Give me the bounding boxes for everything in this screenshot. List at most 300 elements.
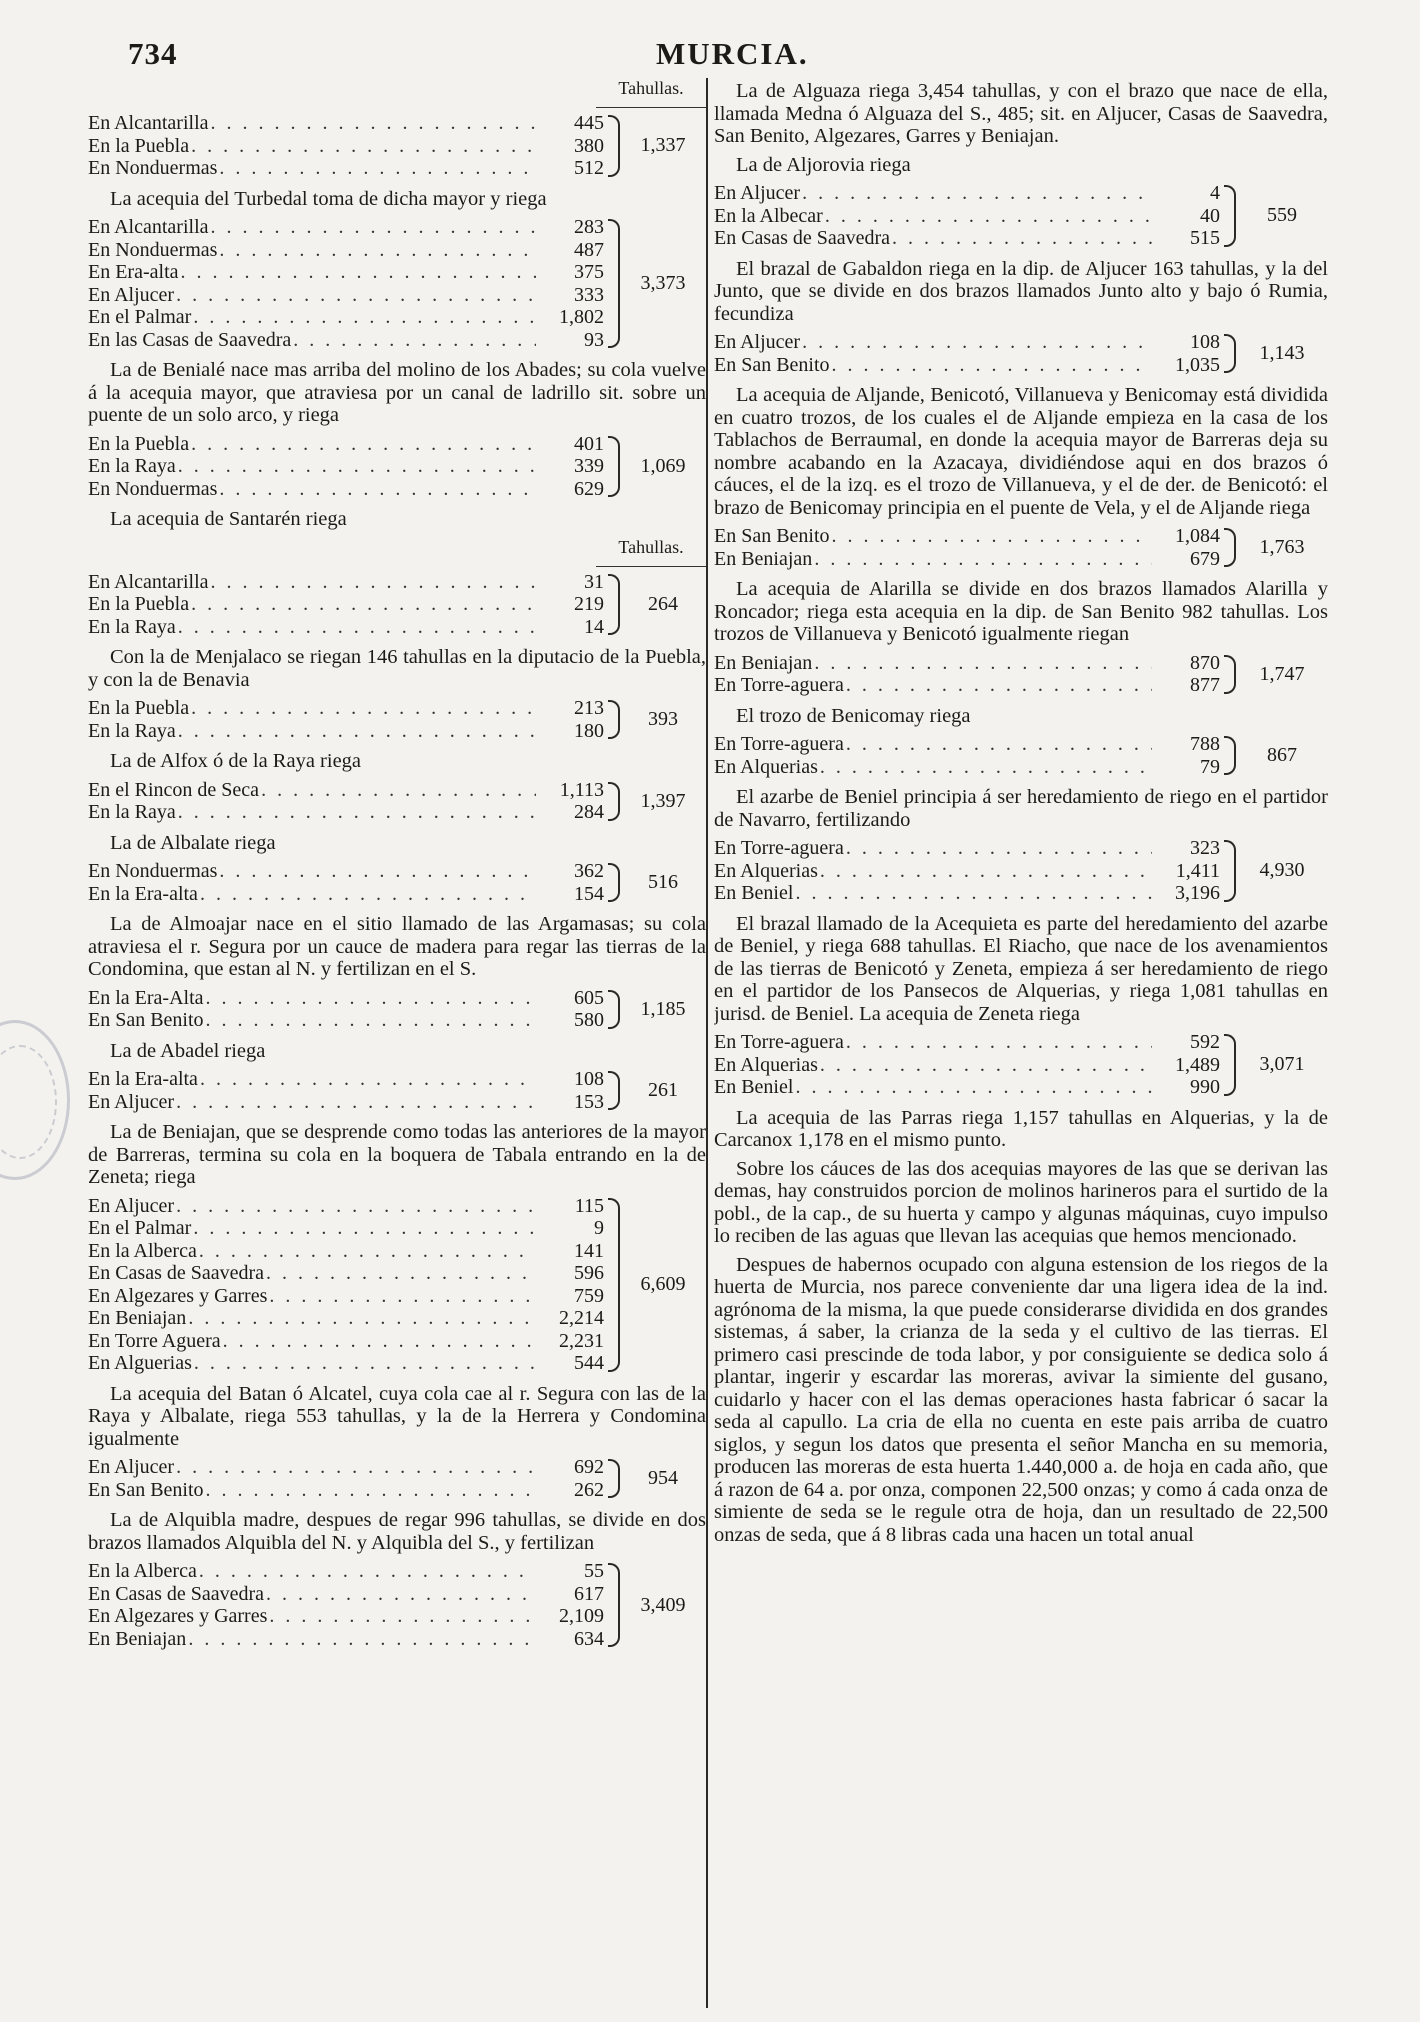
table-row — [88, 1091, 608, 1114]
place-name: En Torre-aguera — [714, 733, 844, 755]
library-stamp — [0, 1020, 70, 1180]
tahullas-value: 333 — [574, 283, 604, 306]
brace — [608, 700, 620, 739]
place-name: En Beniajan — [714, 651, 813, 674]
table-row — [714, 205, 1224, 228]
table-row — [714, 525, 1224, 548]
brace — [1224, 528, 1236, 567]
entry-rows — [714, 652, 1224, 697]
place-name: En San Benito — [88, 1009, 204, 1031]
table-row — [88, 1352, 608, 1375]
table-row — [88, 135, 608, 158]
irrigation-table — [88, 571, 706, 639]
tahullas-value: 1,489 — [1175, 1053, 1220, 1076]
irrigation-table — [88, 1456, 706, 1501]
column-divider — [706, 78, 708, 2008]
paragraph: Sobre los cáuces de las dos acequias mayores de las que se derivan las demas, hay construidos porcion de molinos harineros para el surtido de la pobl., de la cap., de su huerta y campo y algunas máquinas, cuyo impulso lo reciben de las aguas que llevan las acequias que hemos mencionado. — [714, 1157, 1328, 1247]
brace — [608, 1459, 620, 1498]
paragraph: La de Aljorovia riega — [736, 153, 911, 176]
tahullas-value: 634 — [574, 1627, 604, 1650]
irrigation-table — [88, 779, 706, 824]
place-name: En Casas de Saavedra — [88, 1582, 265, 1605]
dot-leader — [261, 779, 536, 802]
brace — [608, 219, 620, 348]
tahullas-value: 990 — [1190, 1076, 1220, 1098]
dot-leader — [211, 571, 536, 594]
brace — [608, 436, 620, 498]
place-name: En Alquerias — [714, 1053, 818, 1076]
dot-leader — [795, 1076, 1152, 1099]
irrigation-table — [88, 1068, 706, 1113]
brace — [1224, 185, 1236, 247]
tahullas-value: 339 — [574, 455, 604, 477]
dot-leader — [206, 1479, 536, 1502]
dot-leader — [200, 883, 536, 906]
table-row — [88, 478, 608, 501]
dot-leader — [178, 616, 536, 639]
entry-rows — [714, 182, 1224, 250]
tahullas-value: 375 — [574, 261, 604, 283]
dot-leader — [846, 733, 1152, 756]
tahullas-value: 323 — [1190, 837, 1220, 859]
entry-rows — [88, 112, 608, 180]
place-name: En Beniel — [714, 882, 794, 904]
dot-leader — [176, 1195, 536, 1218]
irrigation-table — [714, 182, 1328, 250]
dot-leader — [200, 1068, 536, 1091]
dot-leader — [193, 1217, 536, 1240]
tahullas-value: 401 — [574, 432, 604, 455]
tahullas-value: 115 — [574, 1194, 604, 1217]
table-row — [714, 182, 1224, 205]
table-row — [88, 1605, 608, 1628]
tahullas-value: 788 — [1190, 733, 1220, 755]
place-name: En Torre Aguera — [88, 1329, 221, 1352]
irrigation-table — [88, 697, 706, 742]
table-row — [88, 306, 608, 329]
table-row — [714, 882, 1224, 905]
tahullas-value: 2,231 — [559, 1329, 604, 1352]
tahullas-value: 605 — [574, 986, 604, 1009]
dot-leader — [206, 1009, 536, 1032]
group-total: 261 — [648, 1079, 678, 1101]
irrigation-table — [714, 525, 1328, 570]
dot-leader — [832, 525, 1152, 548]
dot-leader — [269, 1285, 536, 1308]
table-row — [88, 860, 608, 883]
place-name: En la Raya — [88, 615, 176, 638]
tahullas-value: 55 — [584, 1560, 604, 1582]
tahullas-value: 580 — [574, 1009, 604, 1031]
group-total: 6,609 — [640, 1273, 686, 1295]
dot-leader — [825, 205, 1152, 228]
table-row — [714, 354, 1224, 377]
tahullas-value: 544 — [574, 1352, 604, 1374]
table-row — [88, 1307, 608, 1330]
tahullas-value: 1,411 — [1175, 859, 1220, 882]
irrigation-table — [714, 331, 1328, 376]
unit-label: Tahullas. — [596, 78, 706, 108]
table-row — [88, 112, 608, 135]
brace — [608, 1563, 620, 1647]
group-total: 559 — [1267, 204, 1297, 227]
dot-leader — [194, 1352, 536, 1375]
irrigation-table — [88, 860, 706, 905]
table-row — [88, 1009, 608, 1032]
tahullas-value: 380 — [574, 134, 604, 157]
irrigation-table — [88, 433, 706, 501]
paragraph: La acequia de Santarén riega — [110, 508, 347, 530]
unit-label: Tahullas. — [596, 537, 706, 567]
tahullas-value: 79 — [1200, 755, 1220, 778]
unit-heading — [88, 78, 706, 108]
page-number: 734 — [128, 36, 178, 71]
table-row — [88, 616, 608, 639]
paragraph: La acequia del Batan ó Alcatel, cuya cola cae al r. Segura con las de la Raya y Albalate, riega 553 tahullas, y la de la Herrera y Condomina igualmente — [88, 1382, 706, 1450]
group-total: 1,185 — [640, 997, 686, 1020]
entry-rows — [88, 1195, 608, 1375]
place-name: En Torre-aguera — [714, 837, 844, 859]
place-name: En la Alberca — [88, 1560, 197, 1582]
dot-leader — [219, 478, 536, 501]
table-row — [714, 837, 1224, 860]
place-name: En Aljucer — [88, 1194, 175, 1217]
table-row — [88, 779, 608, 802]
table-row — [714, 652, 1224, 675]
table-row — [88, 455, 608, 478]
dot-leader — [846, 1031, 1152, 1054]
place-name: En Beniel — [714, 1076, 794, 1098]
table-row — [714, 548, 1224, 571]
right-column — [714, 78, 1328, 2008]
tahullas-value: 515 — [1190, 227, 1220, 249]
dot-leader — [181, 261, 537, 284]
entry-rows — [88, 779, 608, 824]
place-name: En Alcantarilla — [88, 216, 209, 238]
dot-leader — [176, 1456, 536, 1479]
place-name: En Alquerias — [714, 755, 818, 778]
tahullas-value: 3,196 — [1175, 882, 1220, 904]
place-name: En San Benito — [714, 353, 830, 376]
paragraph: La de Abadel riega — [110, 1039, 266, 1062]
table-row — [88, 801, 608, 824]
table-row — [88, 1195, 608, 1218]
entry-rows — [88, 1560, 608, 1650]
entry-rows — [88, 1068, 608, 1113]
unit-heading — [88, 537, 706, 567]
dot-leader — [199, 1240, 536, 1263]
irrigation-table — [88, 216, 706, 351]
dot-leader — [191, 697, 536, 720]
table-row — [88, 1240, 608, 1263]
dot-leader — [223, 1330, 536, 1353]
entry-rows — [714, 837, 1224, 905]
irrigation-table — [88, 1195, 706, 1375]
dot-leader — [206, 987, 537, 1010]
table-row — [714, 674, 1224, 697]
irrigation-table — [714, 652, 1328, 697]
entry-rows — [88, 216, 608, 351]
tahullas-value: 445 — [574, 112, 604, 134]
entry-rows — [88, 433, 608, 501]
dot-leader — [219, 239, 536, 262]
paragraph: La de Benialé nace mas arriba del molino de los Abades; su cola vuelve á la acequia mayor, que atraviesa por un canal de ladrillo sit. sobre un puente de un solo arco, y riega — [88, 359, 706, 426]
table-row — [88, 157, 608, 180]
dot-leader — [176, 284, 536, 307]
tahullas-value: 31 — [584, 570, 604, 593]
place-name: En Alcantarilla — [88, 570, 209, 593]
tahullas-value: 2,214 — [559, 1307, 604, 1329]
place-name: En la Raya — [88, 801, 176, 823]
paragraph: El brazal de Gabaldon riega en la dip. de Aljucer 163 tahullas, y la del Junto, que se divide en dos brazos llamados Junto alto y bajo ó Rumia, fecundiza — [714, 257, 1328, 325]
place-name: En Aljucer — [88, 1090, 175, 1113]
entry-rows — [88, 987, 608, 1032]
dot-leader — [191, 135, 536, 158]
paragraph: El trozo de Benicomay riega — [736, 704, 971, 727]
brace — [1224, 655, 1236, 694]
place-name: En la Puebla — [88, 134, 190, 157]
tahullas-value: 108 — [1190, 331, 1220, 353]
table-row — [88, 1583, 608, 1606]
paragraph: La de Albalate riega — [110, 831, 276, 854]
table-row — [714, 1076, 1224, 1099]
dot-leader — [178, 801, 536, 824]
brace — [608, 115, 620, 177]
irrigation-table — [88, 112, 706, 180]
place-name: En Nonduermas — [88, 477, 218, 500]
table-row — [88, 883, 608, 906]
dot-leader — [219, 860, 536, 883]
paragraph: La acequia de Alarilla se divide en dos brazos llamados Alarilla y Roncador; riega esta acequia en la dip. de San Benito 982 tahullas. Los trozos de Villanueva y Benicotó igualmente riegan — [714, 578, 1328, 645]
place-name: En la Raya — [88, 719, 176, 742]
tahullas-value: 362 — [574, 860, 604, 882]
tahullas-value: 9 — [594, 1217, 604, 1239]
dot-leader — [211, 216, 536, 239]
tahullas-value: 596 — [574, 1262, 604, 1284]
tahullas-value: 180 — [574, 719, 604, 742]
tahullas-value: 141 — [574, 1239, 604, 1262]
table-row — [88, 261, 608, 284]
place-name: En Aljucer — [88, 1456, 175, 1478]
group-total: 516 — [648, 871, 678, 893]
entry-rows — [714, 1031, 1224, 1099]
paragraph: La de Alguaza riega 3,454 tahullas, y con el brazo que nace de ella, llamada Medna ó Alguaza del S., 485; sit. en Aljucer, Casas de Saavedra, San Benito, Algezares, Garres y Beniajan. — [714, 80, 1328, 147]
tahullas-value: 1,035 — [1175, 353, 1220, 376]
place-name: En Era-alta — [88, 261, 179, 283]
tahullas-value: 14 — [584, 615, 604, 638]
group-total: 867 — [1267, 744, 1297, 766]
dot-leader — [266, 1583, 536, 1606]
tahullas-value: 1,802 — [559, 306, 604, 328]
group-total: 1,143 — [1259, 342, 1305, 364]
tahullas-value: 877 — [1190, 674, 1220, 696]
tahullas-value: 487 — [574, 238, 604, 261]
table-row — [714, 1031, 1224, 1054]
dot-leader — [846, 837, 1152, 860]
table-row — [88, 329, 608, 352]
place-name: En Beniajan — [88, 1627, 187, 1650]
place-name: En las Casas de Saavedra — [88, 328, 292, 351]
entry-rows — [714, 331, 1224, 376]
entry-rows — [714, 733, 1224, 778]
tahullas-value: 679 — [1190, 547, 1220, 570]
group-total: 954 — [648, 1467, 678, 1489]
place-name: En el Palmar — [88, 1217, 192, 1239]
group-total: 1,763 — [1259, 536, 1305, 558]
table-row — [88, 697, 608, 720]
running-title: MURCIA. — [656, 36, 809, 71]
table-row — [88, 433, 608, 456]
group-total: 1,069 — [640, 454, 686, 477]
tahullas-value: 592 — [1190, 1031, 1220, 1053]
dot-leader — [219, 157, 536, 180]
irrigation-table — [88, 1560, 706, 1650]
tahullas-value: 213 — [574, 697, 604, 719]
table-row — [88, 1285, 608, 1308]
place-name: En Nonduermas — [88, 157, 218, 179]
paragraph: Despues de habernos ocupado con alguna estension de los riegos de la huerta de Murcia, nos parece conveniente dar una ligera idea de la ind. agrónoma de la misma, la que puede considerarse dividida en dos grandes sistemas, á saber, la crianza de la seda y el cultivo de las tierras. El primero casi prescinde de toda labor, y por consiguiente se dedica solo á plantar, ingerir y escardar las moreras, avivar la simiente del gusano, cuidarlo y hacer con el las demas operaciones hasta fabricar ó sacar la seda al capullo. La cria de ella no cuenta en este pais arriba de cuatro siglos, y segun los datos que presenta el señor Mancha en su memoria, producen las moreras de esta huerta 1.440,000 a. de hoja en cada año, que á razon de 64 a. por onza, componen 22,500 onzas; y como á cada onza de simiente de seda se le regule otra de hoja, dan un resultado de 22,500 onzas de seda, que á 8 libras cada una hacen un total anual — [714, 1253, 1328, 1546]
brace — [608, 863, 620, 902]
tahullas-value: 154 — [574, 882, 604, 905]
brace — [1224, 840, 1236, 902]
brace — [608, 1071, 620, 1110]
table-row — [88, 1330, 608, 1353]
dot-leader — [266, 1262, 536, 1285]
dot-leader — [199, 1560, 536, 1583]
tahullas-value: 629 — [574, 477, 604, 500]
brace — [1224, 334, 1236, 373]
place-name: En Torre-aguera — [714, 674, 844, 696]
group-total: 1,747 — [1259, 662, 1305, 685]
group-total: 393 — [648, 708, 678, 730]
dot-leader — [191, 593, 536, 616]
paragraph: El azarbe de Beniel principia á ser heredamiento de riego en el partidor de Navarro, fertilizando — [714, 786, 1328, 831]
place-name: En la Raya — [88, 455, 176, 477]
dot-leader — [193, 306, 536, 329]
dot-leader — [802, 331, 1152, 354]
dot-leader — [795, 882, 1152, 905]
place-name: En la Albecar — [714, 204, 823, 227]
place-name: En Aljucer — [714, 182, 801, 204]
dot-leader — [269, 1605, 536, 1628]
table-row — [714, 331, 1224, 354]
place-name: En San Benito — [88, 1478, 204, 1501]
group-total: 4,930 — [1259, 859, 1305, 882]
tahullas-value: 153 — [574, 1090, 604, 1113]
table-row — [88, 1560, 608, 1583]
place-name: En Nonduermas — [88, 860, 218, 882]
dot-leader — [178, 455, 536, 478]
table-row — [714, 227, 1224, 250]
dot-leader — [820, 756, 1152, 779]
table-row — [88, 1479, 608, 1502]
tahullas-value: 1,113 — [559, 778, 604, 801]
place-name: En Alguerias — [88, 1352, 192, 1374]
group-total: 1,337 — [640, 134, 686, 157]
tahullas-value: 284 — [574, 801, 604, 823]
table-row — [88, 720, 608, 743]
entry-rows — [88, 571, 608, 639]
place-name: En la Era-Alta — [88, 986, 204, 1009]
paragraph: La de Alquibla madre, despues de regar 996 tahullas, se divide en dos brazos llamados Alquibla del N. y Alquibla del S., y fertilizan — [88, 1509, 706, 1554]
brace — [1224, 1034, 1236, 1096]
dot-leader — [846, 674, 1152, 697]
dot-leader — [211, 112, 536, 135]
table-row — [88, 1217, 608, 1240]
dot-leader — [176, 1091, 536, 1114]
place-name: En Algezares y Garres — [88, 1284, 268, 1307]
entry-rows — [88, 697, 608, 742]
irrigation-table — [714, 1031, 1328, 1099]
table-row — [88, 987, 608, 1010]
brace — [608, 990, 620, 1029]
tahullas-value: 512 — [574, 157, 604, 179]
dot-leader — [832, 354, 1152, 377]
group-total: 1,397 — [640, 789, 686, 812]
table-row — [88, 216, 608, 239]
place-name: En la Era-alta — [88, 1068, 198, 1090]
table-row — [88, 1068, 608, 1091]
place-name: En Aljucer — [88, 283, 175, 306]
table-row — [88, 593, 608, 616]
tahullas-value: 93 — [584, 328, 604, 351]
place-name: En Alquerias — [714, 859, 818, 882]
tahullas-value: 4 — [1210, 182, 1220, 204]
place-name: En la Era-alta — [88, 882, 198, 905]
paragraph: La de Almoajar nace en el sitio llamado de las Argamasas; su cola atraviesa el r. Segura por un cauce de madera para regar las tierras de la Condomina, que estan al N. y fertilizan en el S. — [88, 913, 706, 980]
place-name: En Alcantarilla — [88, 112, 209, 134]
group-total: 3,373 — [640, 272, 686, 294]
tahullas-value: 219 — [574, 593, 604, 615]
table-row — [714, 860, 1224, 883]
paragraph: La acequia de Aljande, Benicotó, Villanueva y Benicomay está dividida en cuatro trozos, de los cuales el de Aljande empieza en la casa de los Tablachos de Berraumal, en donde la acequia mayor de Barreras deja su nombre acabando en la Azacaya, dividiéndose aqui en dos brazos ó cáuces, el de la izq. es el trozo de Villanueva, y el de der. de Benicotó: el brazo de Benicomay principia en el puente de Vela, y el de Aljande riega — [714, 384, 1328, 519]
irrigation-table — [88, 987, 706, 1032]
place-name: En Casas de Saavedra — [714, 227, 891, 249]
left-column — [88, 78, 706, 2008]
table-row — [88, 1262, 608, 1285]
dot-leader — [293, 329, 536, 352]
dot-leader — [814, 548, 1152, 571]
brace — [608, 782, 620, 821]
tahullas-value: 40 — [1200, 204, 1220, 227]
place-name: En Nonduermas — [88, 238, 218, 261]
paragraph: Con la de Menjalaco se riegan 146 tahullas en la diputacio de la Puebla, y con la de Benavia — [88, 646, 706, 691]
brace — [608, 574, 620, 636]
place-name: En Beniajan — [714, 547, 813, 570]
paragraph: La de Beniajan, que se desprende como todas las anteriores de la mayor de Barreras, termina su cola en la boquera de Tabala entrando en la de Zeneta; riega — [88, 1121, 706, 1188]
table-row — [88, 571, 608, 594]
paragraph: La acequia del Turbedal toma de dicha mayor y riega — [110, 187, 547, 210]
place-name: En Casas de Saavedra — [88, 1262, 265, 1284]
place-name: En el Rincon de Seca — [88, 778, 260, 801]
entry-rows — [88, 860, 608, 905]
dot-leader — [188, 1628, 536, 1651]
place-name: En la Puebla — [88, 593, 190, 615]
table-row — [88, 1456, 608, 1479]
table-row — [88, 239, 608, 262]
group-total: 264 — [648, 592, 678, 615]
dot-leader — [820, 860, 1152, 883]
place-name: En Beniajan — [88, 1307, 187, 1329]
tahullas-value: 759 — [574, 1284, 604, 1307]
paragraph: La acequia de las Parras riega 1,157 tahullas en Alquerias, y la de Carcanox 1,178 en el mismo punto. — [714, 1106, 1328, 1151]
irrigation-table — [714, 733, 1328, 778]
place-name: En el Palmar — [88, 306, 192, 328]
brace — [1224, 736, 1236, 775]
group-total: 3,071 — [1259, 1053, 1305, 1076]
tahullas-value: 262 — [574, 1478, 604, 1501]
irrigation-table — [714, 837, 1328, 905]
